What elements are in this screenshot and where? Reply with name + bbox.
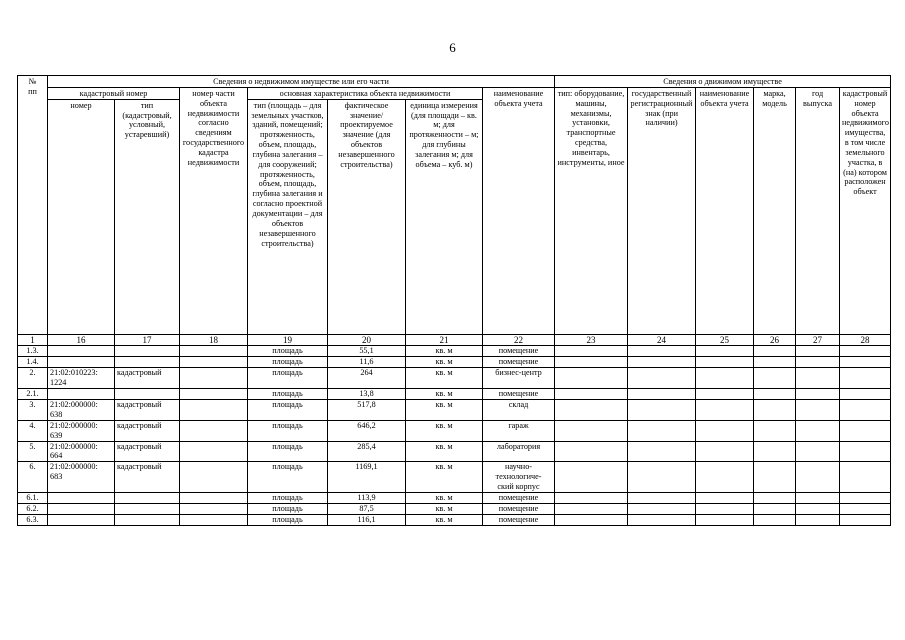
actual-value-cell: 285,4: [328, 441, 406, 462]
unit-cell: кв. м: [406, 389, 483, 400]
characteristic-type-cell: площадь: [248, 514, 328, 525]
empty-cell: [754, 368, 796, 389]
empty-cell: [555, 357, 628, 368]
object-name-cell: помещение: [483, 503, 555, 514]
characteristic-type-cell: площадь: [248, 389, 328, 400]
table-row: [18, 368, 891, 389]
object-name-cell: помещение: [483, 514, 555, 525]
empty-cell: [628, 357, 696, 368]
column-number: 27: [796, 334, 840, 346]
empty-cell: [628, 441, 696, 462]
cadastral-number-cell: 21:02:000000: 639: [48, 420, 115, 441]
empty-cell: [696, 514, 754, 525]
header-cadastral-number: кадастровый номер: [48, 87, 180, 99]
cadastral-number-cell: [48, 346, 115, 357]
empty-cell: [628, 368, 696, 389]
part-number-cell: [180, 441, 248, 462]
actual-value-cell: 517,8: [328, 400, 406, 421]
empty-cell: [555, 492, 628, 503]
empty-cell: [754, 400, 796, 421]
empty-cell: [696, 462, 754, 493]
page-number: 6: [449, 40, 456, 55]
empty-cell: [696, 400, 754, 421]
empty-cell: [555, 441, 628, 462]
actual-value-cell: 646,2: [328, 420, 406, 441]
empty-cell: [754, 389, 796, 400]
row-number-cell: 2.1.: [18, 389, 48, 400]
empty-cell: [628, 492, 696, 503]
empty-cell: [796, 389, 840, 400]
empty-cell: [840, 492, 891, 503]
cadastral-type-cell: кадастровый: [115, 441, 180, 462]
empty-cell: [754, 503, 796, 514]
cadastral-number-cell: 21:02:010223: 1224: [48, 368, 115, 389]
actual-value-cell: 264: [328, 368, 406, 389]
header-movable-name: наименование объекта учета: [696, 87, 754, 334]
actual-value-cell: 113,9: [328, 492, 406, 503]
column-number: 17: [115, 334, 180, 346]
cadastral-number-cell: [48, 492, 115, 503]
cadastral-type-cell: [115, 389, 180, 400]
actual-value-cell: 13,8: [328, 389, 406, 400]
object-name-cell: склад: [483, 400, 555, 421]
header-unit: единица измерения (для площади – кв. м; для протяженности – м; для глубины залегания м; для объема – куб. м): [406, 99, 483, 334]
empty-cell: [796, 441, 840, 462]
empty-cell: [628, 389, 696, 400]
empty-cell: [696, 492, 754, 503]
cadastral-type-cell: кадастровый: [115, 462, 180, 493]
empty-cell: [628, 420, 696, 441]
empty-cell: [796, 400, 840, 421]
column-number: 25: [696, 334, 754, 346]
header-number: номер: [48, 99, 115, 334]
part-number-cell: [180, 462, 248, 493]
part-number-cell: [180, 400, 248, 421]
row-number-cell: 6.1.: [18, 492, 48, 503]
characteristic-type-cell: площадь: [248, 368, 328, 389]
characteristic-type-cell: площадь: [248, 346, 328, 357]
cadastral-number-cell: [48, 514, 115, 525]
header-object-name: наименование объекта учета: [483, 87, 555, 334]
header-year: год выпуска: [796, 87, 840, 334]
table-row: [18, 389, 891, 400]
empty-cell: [840, 389, 891, 400]
empty-cell: [796, 503, 840, 514]
unit-cell: кв. м: [406, 441, 483, 462]
characteristic-type-cell: площадь: [248, 441, 328, 462]
unit-cell: кв. м: [406, 503, 483, 514]
empty-cell: [796, 492, 840, 503]
empty-cell: [628, 400, 696, 421]
cadastral-type-cell: [115, 514, 180, 525]
empty-cell: [796, 462, 840, 493]
object-name-cell: гараж: [483, 420, 555, 441]
header-row-2: [18, 87, 891, 99]
part-number-cell: [180, 368, 248, 389]
cadastral-type-cell: кадастровый: [115, 400, 180, 421]
header-number-type: тип (кадастровый, условный, устаревший): [115, 99, 180, 334]
row-number-cell: 4.: [18, 420, 48, 441]
column-number: 18: [180, 334, 248, 346]
part-number-cell: [180, 420, 248, 441]
empty-cell: [555, 346, 628, 357]
header-movable: Сведения о движимом имуществе: [555, 76, 891, 88]
empty-cell: [555, 389, 628, 400]
header-row-1: [18, 76, 891, 88]
object-name-cell: научно- технологиче- ский корпус: [483, 462, 555, 493]
object-name-cell: лаборатория: [483, 441, 555, 462]
object-name-cell: помещение: [483, 346, 555, 357]
header-state-reg-sign: государственный регистрационный знак (при наличии): [628, 87, 696, 334]
empty-cell: [696, 357, 754, 368]
row-number-cell: 3.: [18, 400, 48, 421]
header-part-number: номер части объекта недвижимости согласно сведениям государственного кадастра недвижимости: [180, 87, 248, 334]
empty-cell: [840, 346, 891, 357]
part-number-cell: [180, 389, 248, 400]
cadastral-type-cell: кадастровый: [115, 368, 180, 389]
object-name-cell: помещение: [483, 389, 555, 400]
column-number: 23: [555, 334, 628, 346]
column-number: 1: [18, 334, 48, 346]
empty-cell: [840, 357, 891, 368]
part-number-cell: [180, 514, 248, 525]
empty-cell: [628, 462, 696, 493]
row-number-cell: 1.3.: [18, 346, 48, 357]
characteristic-type-cell: площадь: [248, 420, 328, 441]
actual-value-cell: 11,6: [328, 357, 406, 368]
table-row: [18, 462, 891, 493]
characteristic-type-cell: площадь: [248, 492, 328, 503]
property-register-table: [17, 75, 891, 526]
part-number-cell: [180, 346, 248, 357]
header-no-text: № пп: [28, 77, 37, 96]
column-number: 16: [48, 334, 115, 346]
empty-cell: [796, 357, 840, 368]
row-number-cell: 6.3.: [18, 514, 48, 525]
empty-cell: [754, 492, 796, 503]
characteristic-type-cell: площадь: [248, 357, 328, 368]
table-row: [18, 400, 891, 421]
empty-cell: [840, 420, 891, 441]
empty-cell: [796, 346, 840, 357]
header-movable-type: тип: оборудование, машины, механизмы, установки, транспортные средства, инвентарь, инструменты, иное: [555, 87, 628, 334]
table-row: [18, 514, 891, 525]
object-name-cell: помещение: [483, 357, 555, 368]
unit-cell: кв. м: [406, 368, 483, 389]
empty-cell: [754, 420, 796, 441]
table-row: [18, 357, 891, 368]
column-number: 20: [328, 334, 406, 346]
part-number-cell: [180, 357, 248, 368]
cadastral-number-cell: 21:02:000000: 683: [48, 462, 115, 493]
row-number-cell: 2.: [18, 368, 48, 389]
row-number-cell: 6.2.: [18, 503, 48, 514]
cadastral-number-cell: [48, 503, 115, 514]
cadastral-number-cell: 21:02:000000: 664: [48, 441, 115, 462]
unit-cell: кв. м: [406, 420, 483, 441]
actual-value-cell: 55,1: [328, 346, 406, 357]
empty-cell: [754, 441, 796, 462]
characteristic-type-cell: площадь: [248, 462, 328, 493]
table-row: [18, 420, 891, 441]
header-main-characteristic: основная характеристика объекта недвижимости: [248, 87, 483, 99]
empty-cell: [696, 441, 754, 462]
unit-cell: кв. м: [406, 492, 483, 503]
unit-cell: кв. м: [406, 346, 483, 357]
empty-cell: [696, 503, 754, 514]
cadastral-number-cell: 21:02:000000: 638: [48, 400, 115, 421]
cadastral-number-cell: [48, 357, 115, 368]
table-body: [18, 346, 891, 525]
table-row: [18, 503, 891, 514]
table-row: [18, 346, 891, 357]
empty-cell: [754, 514, 796, 525]
characteristic-type-cell: площадь: [248, 400, 328, 421]
row-number-cell: 1.4.: [18, 357, 48, 368]
row-number-cell: 6.: [18, 462, 48, 493]
empty-cell: [555, 514, 628, 525]
empty-cell: [628, 514, 696, 525]
actual-value-cell: 1169,1: [328, 462, 406, 493]
empty-cell: [555, 400, 628, 421]
header-brand-model: марка, модель: [754, 87, 796, 334]
empty-cell: [696, 368, 754, 389]
actual-value-cell: 116,1: [328, 514, 406, 525]
empty-cell: [555, 368, 628, 389]
column-number-row: [18, 334, 891, 346]
empty-cell: [840, 441, 891, 462]
empty-cell: [796, 368, 840, 389]
cadastral-type-cell: [115, 503, 180, 514]
empty-cell: [555, 420, 628, 441]
cadastral-type-cell: [115, 346, 180, 357]
empty-cell: [555, 462, 628, 493]
unit-cell: кв. м: [406, 462, 483, 493]
empty-cell: [754, 462, 796, 493]
empty-cell: [840, 462, 891, 493]
unit-cell: кв. м: [406, 357, 483, 368]
header-char-type: тип (площадь – для земельных участков, зданий, помещений; протяженность, объем, площадь, глубина залегания – для сооружений; протяженность, объем, площадь, глубина залегания и согласно проектной документации – для объектов незавершенного строительства): [248, 99, 328, 334]
column-number: 26: [754, 334, 796, 346]
header-real-estate: Сведения о недвижимом имуществе или его части: [48, 76, 555, 88]
empty-cell: [840, 400, 891, 421]
empty-cell: [696, 346, 754, 357]
table-row: [18, 492, 891, 503]
table-row: [18, 441, 891, 462]
empty-cell: [754, 346, 796, 357]
characteristic-type-cell: площадь: [248, 503, 328, 514]
empty-cell: [696, 389, 754, 400]
header-no: [18, 76, 48, 335]
empty-cell: [840, 368, 891, 389]
column-number: 21: [406, 334, 483, 346]
cadastral-type-cell: [115, 357, 180, 368]
header-land-cadastral: кадастровый номер объекта недвижимого имущества, в том числе земельного участка, в (на) котором расположен объект: [840, 87, 891, 334]
part-number-cell: [180, 503, 248, 514]
empty-cell: [754, 357, 796, 368]
empty-cell: [796, 420, 840, 441]
column-number: 24: [628, 334, 696, 346]
column-number: 28: [840, 334, 891, 346]
column-number: 19: [248, 334, 328, 346]
unit-cell: кв. м: [406, 400, 483, 421]
unit-cell: кв. м: [406, 514, 483, 525]
cadastral-number-cell: [48, 389, 115, 400]
cadastral-type-cell: кадастровый: [115, 420, 180, 441]
empty-cell: [555, 503, 628, 514]
cadastral-type-cell: [115, 492, 180, 503]
empty-cell: [628, 503, 696, 514]
part-number-cell: [180, 492, 248, 503]
empty-cell: [696, 420, 754, 441]
empty-cell: [628, 346, 696, 357]
empty-cell: [840, 514, 891, 525]
column-number: 22: [483, 334, 555, 346]
empty-cell: [840, 503, 891, 514]
object-name-cell: бизнес-центр: [483, 368, 555, 389]
empty-cell: [796, 514, 840, 525]
header-actual-value: фактическое значение/ проектируемое значение (для объектов незавершенного строительства): [328, 99, 406, 334]
row-number-cell: 5.: [18, 441, 48, 462]
object-name-cell: помещение: [483, 492, 555, 503]
actual-value-cell: 87,5: [328, 503, 406, 514]
